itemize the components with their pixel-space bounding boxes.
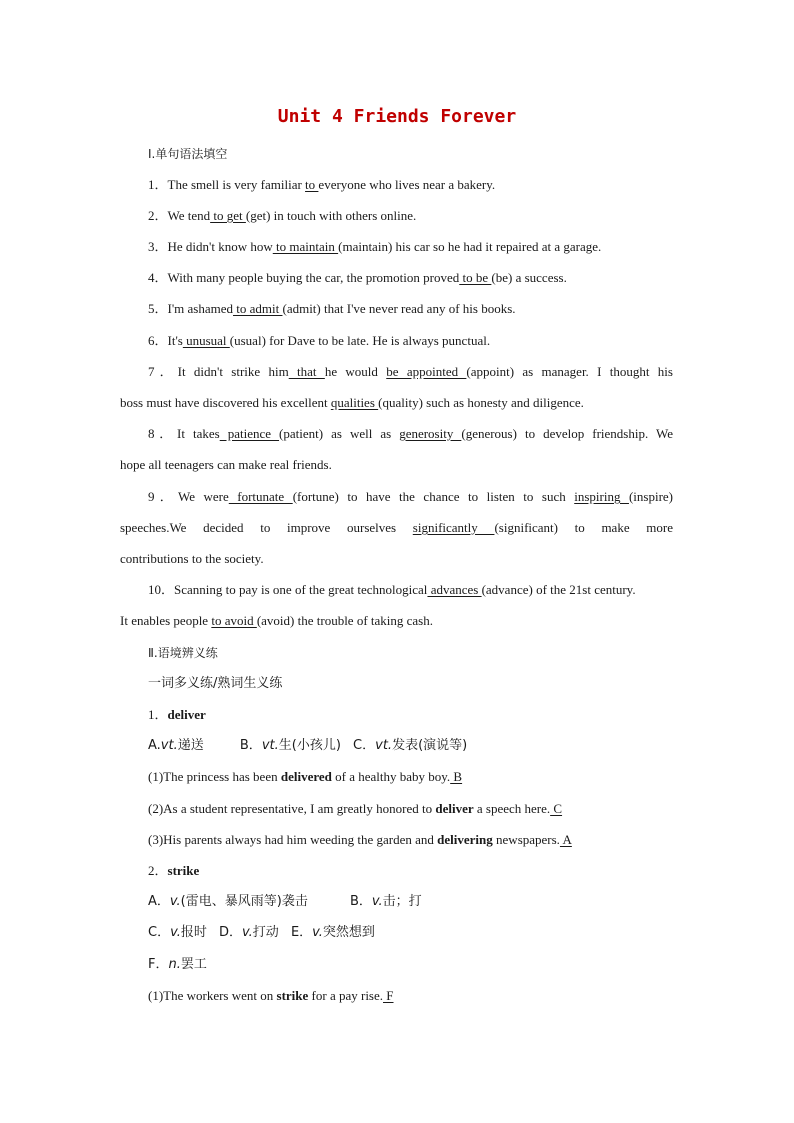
answer: F [383, 988, 394, 1003]
answer: to get [210, 208, 246, 223]
question-9-line-2: speeches.We decided to improve ourselves significantly (significant) to make more [120, 520, 673, 535]
answer: B [450, 769, 463, 784]
word-options-strike-1: A．v.(雷电、暴风雨等)袭击 B．v.击；打 [148, 894, 422, 909]
page-title: Unit 4 Friends Forever [277, 106, 517, 127]
question-8-line-1: 8．It takes patience (patient) as well as generosity (generous) to develop friendship. We [148, 426, 673, 441]
word-options-strike-3: F．n.罢工 [148, 957, 207, 972]
word-options-deliver: A.vt.递送 B．vt.生(小孩儿) C．vt.发表(演说等) [148, 738, 468, 753]
sentence-deliver-2: (2)As a student representative, I am greatly honored to deliver a speech here. C [148, 801, 563, 816]
section-subheading: 一词多义练/熟词生义练 [148, 676, 283, 691]
word-heading-deliver: 1．deliver [148, 707, 206, 722]
answer: to maintain [272, 239, 339, 254]
question-4: 4．With many people buying the car, the promotion proved to be (be) a success. [148, 270, 567, 285]
section-heading-1: Ⅰ.单句语法填空 [148, 147, 228, 161]
answer: unusual [182, 333, 230, 348]
answer: to [305, 177, 319, 192]
question-9-line-1: 9．We were fortunate (fortune) to have the chance to listen to such inspiring (inspire) [148, 489, 673, 504]
question-3: 3．He didn't know how to maintain (maintain) his car so he had it repaired at a garage. [148, 239, 602, 254]
section-heading-2: Ⅱ.语境辨义练 [148, 646, 218, 660]
question-8-line-2: hope all teenagers can make real friends. [120, 457, 332, 472]
question-7-line-2: boss must have discovered his excellent qualities (quality) such as honesty and diligence. [120, 395, 584, 410]
question-10-line-2: It enables people to avoid (avoid) the trouble of taking cash. [120, 613, 433, 628]
answer: patience [219, 426, 280, 441]
answer: A [559, 832, 572, 847]
answer: to be [459, 270, 492, 285]
question-2: 2．We tend to get (get) in touch with others online. [148, 208, 417, 223]
answer: significantly [412, 520, 495, 535]
answer: that [288, 364, 325, 379]
question-10-line-1: 10．Scanning to pay is one of the great technological advances (advance) of the 21st century. [148, 582, 636, 597]
sentence-deliver-3: (3)His parents always had him weeding the garden and delivering newspapers. A [148, 832, 572, 847]
sentence-deliver-1: (1)The princess has been delivered of a healthy baby boy. B [148, 769, 463, 784]
question-9-line-3: contributions to the society. [120, 551, 264, 566]
question-7-line-1: 7．It didn't strike him that he would be appointed (appoint) as manager. I thought his [148, 364, 673, 379]
answer: fortunate [228, 489, 293, 504]
sentence-strike-1: (1)The workers went on strike for a pay rise. F [148, 988, 394, 1003]
answer: be appointed [386, 364, 467, 379]
answer: to admit [233, 301, 283, 316]
question-1: 1．The smell is very familiar to everyone who lives near a bakery. [148, 177, 496, 192]
word-options-strike-2: C．v.报时 D．v.打动 E．v.突然想到 [148, 925, 375, 940]
answer: C [550, 801, 563, 816]
question-6: 6．It's unusual (usual) for Dave to be late. He is always punctual. [148, 333, 491, 348]
answer: advances [427, 582, 482, 597]
answer: to avoid [211, 613, 257, 628]
answer: generosity [399, 426, 462, 441]
word-heading-strike: 2．strike [148, 863, 200, 878]
question-5: 5．I'm ashamed to admit (admit) that I've never read any of his books. [148, 301, 516, 316]
answer: inspiring [574, 489, 629, 504]
answer: qualities [330, 395, 379, 410]
